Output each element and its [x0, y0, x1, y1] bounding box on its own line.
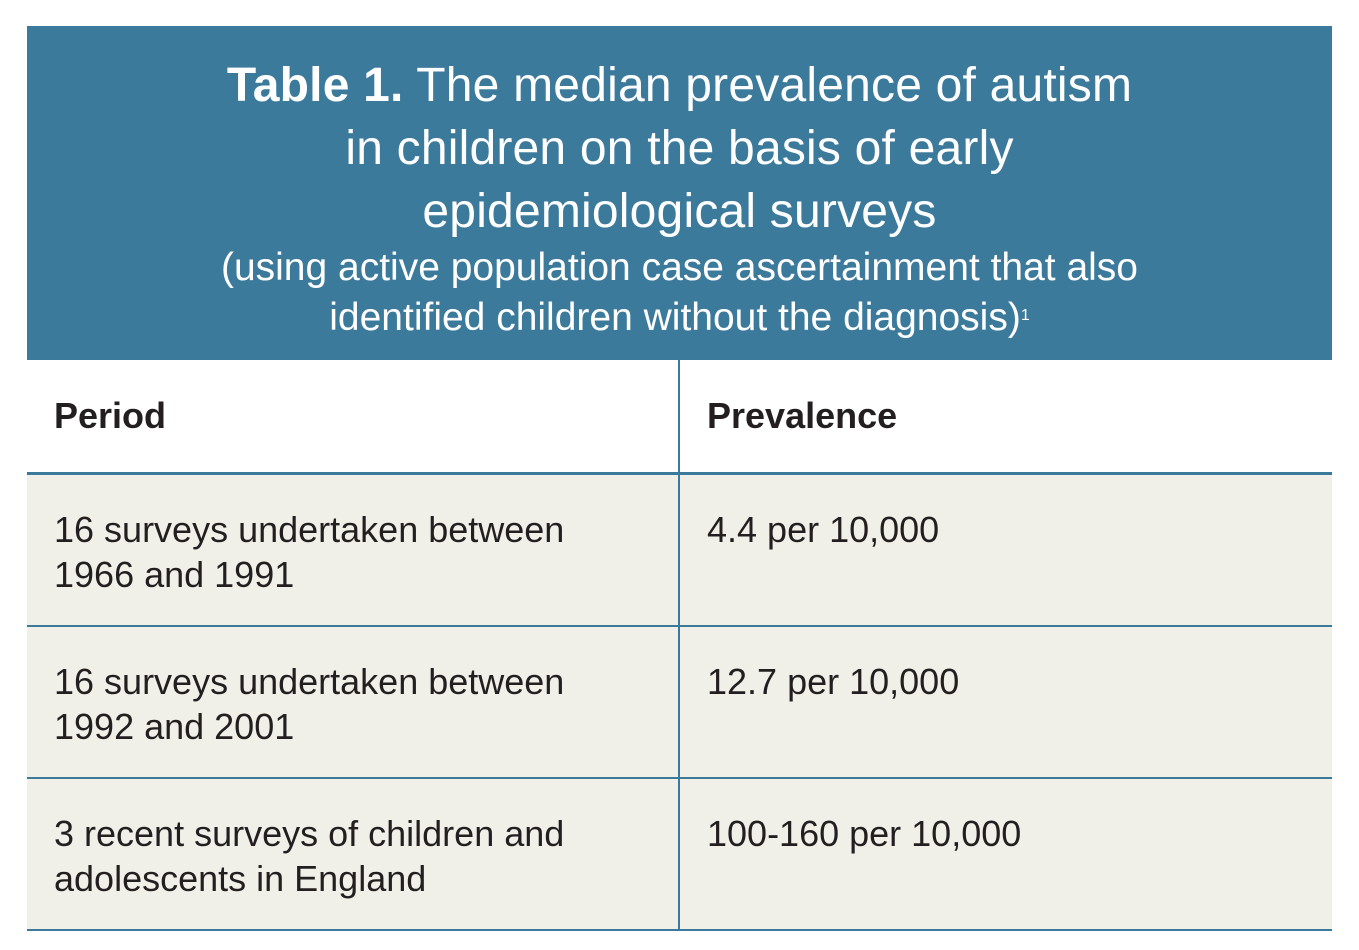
table-subtitle-text-2: identified children without the diagnosis): [329, 296, 1021, 339]
table-title-line-1: [27, 54, 1332, 117]
table-header-row: [27, 360, 1332, 474]
table-row: [27, 778, 1332, 930]
period-cell: 3 recent surveys of children and adolescents in England: [27, 778, 679, 930]
column-header-prevalence: Prevalence: [679, 360, 1332, 474]
prevalence-cell: 100-160 per 10,000: [679, 778, 1332, 930]
prevalence-cell: 4.4 per 10,000: [679, 474, 1332, 627]
prevalence-table: [27, 360, 1332, 931]
footnote-marker: 1: [1020, 307, 1030, 324]
column-header-period: Period: [27, 360, 679, 474]
table-row: [27, 626, 1332, 778]
period-cell: 16 surveys undertaken between 1966 and 1991: [27, 474, 679, 627]
table-title-line-2: in children on the basis of early: [345, 122, 1014, 175]
table-title-text-1: The median prevalence of autism: [416, 59, 1133, 112]
table-subtitle-line-1: (using active population case ascertainment that also: [220, 246, 1139, 289]
table-subtitle-line-2: [27, 293, 1332, 343]
table-label: Table 1.: [226, 59, 404, 112]
table-row: [27, 474, 1332, 627]
prevalence-table-figure: [27, 26, 1332, 931]
table-title-line-3: epidemiological surveys: [422, 185, 937, 238]
period-cell: 16 surveys undertaken between 1992 and 2001: [27, 626, 679, 778]
table-caption-header: [27, 26, 1332, 360]
prevalence-cell: 12.7 per 10,000: [679, 626, 1332, 778]
